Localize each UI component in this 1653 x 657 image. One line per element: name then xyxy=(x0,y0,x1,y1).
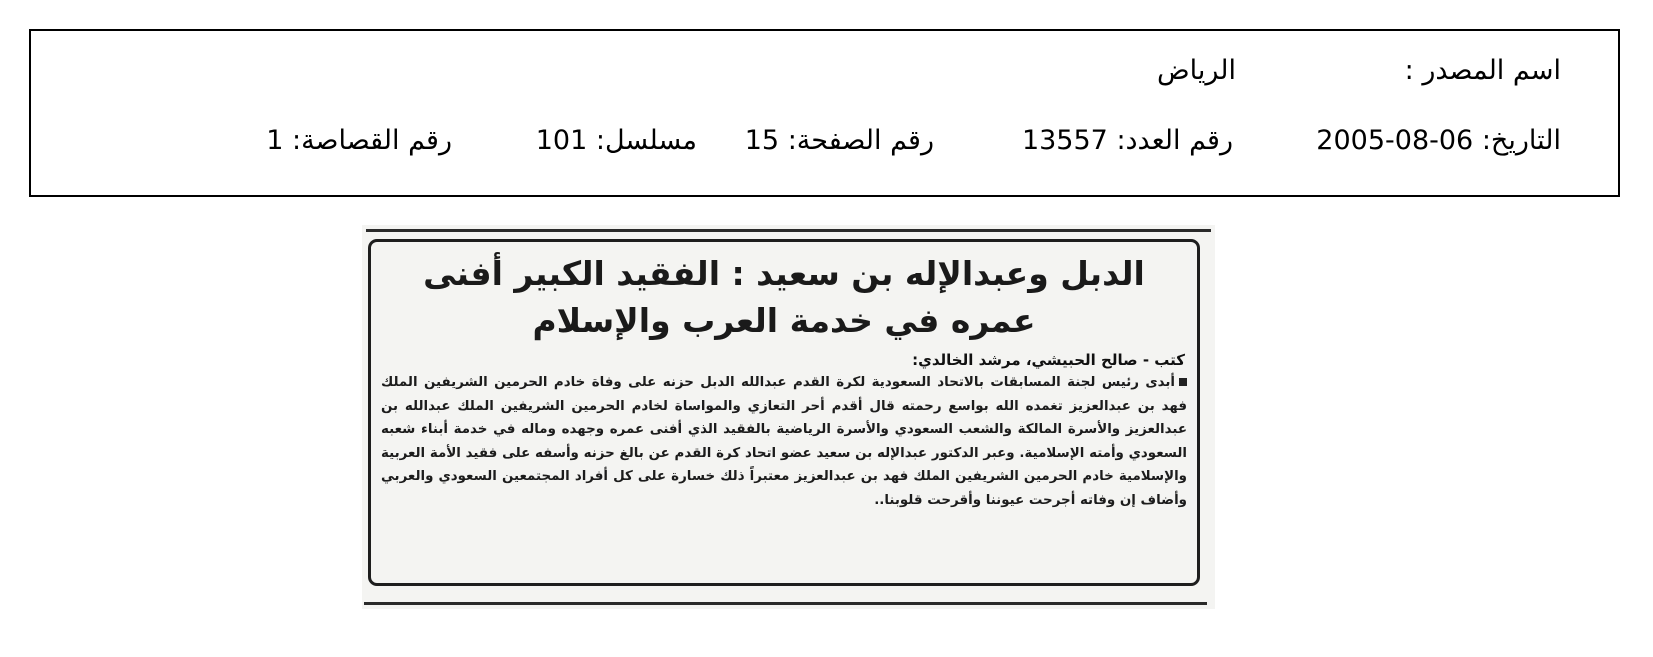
issue-number-field: رقم العدد: 13557 xyxy=(1021,125,1233,156)
date-field: التاريخ: 06-08-2005 xyxy=(1316,125,1561,156)
bullet-square-icon xyxy=(1179,378,1187,386)
top-rule xyxy=(366,229,1211,232)
headline-line-2: عمره في خدمة العرب والإسلام xyxy=(532,301,1036,340)
article-frame xyxy=(368,239,1200,586)
serial-number-field: مسلسل: 101 xyxy=(535,125,697,156)
page-number-field: رقم الصفحة: 15 xyxy=(744,125,934,156)
newspaper-clipping xyxy=(362,225,1215,609)
article-body xyxy=(381,371,1187,512)
article-byline: كتب - صالح الحبيشي، مرشد الخالدي: xyxy=(912,351,1185,369)
bottom-rule xyxy=(364,602,1207,605)
article-body-text: أبدى رئيس لجنة المسابقات بالاتحاد السعودية لكرة القدم عبدالله الدبل حزنه على وفاة خادم الحرمين الشريفين الملك فهد بن عبدالعزيز تغمده الله بواسع رحمته قال أقدم أحر التعازي والمواساة لخادم الحرمين الشريفين الملك عبدالله بن عبدالعزيز والأسرة المالكة والشعب السعودي والأسرة الرياضية بالفقيد الذي أفنى عمره وجهده وماله في خدمة أبناء شعبه السعودي وأمته الإسلامية. وعبر الدكتور عبدالإله بن سعيد عضو اتحاد كرة القدم عن بالغ حزنه وأسفه على فقيد الأمة العربية والإسلامية خادم الحرمين الشريفين الملك فهد بن عبدالعزيز معتبراً ذلك خسارة على كل أفراد المجتمعين السعودي والعربي وأضاف إن وفاته أجرحت عيوننا وأقرحت قلوبنا.. xyxy=(381,375,1187,508)
clipping-metadata-box xyxy=(29,29,1620,197)
source-label: اسم المصدر : xyxy=(1404,55,1561,86)
source-value: الرياض xyxy=(1156,55,1236,86)
article-headline xyxy=(383,250,1185,344)
clipping-number-field: رقم القصاصة: 1 xyxy=(266,125,452,156)
headline-line-1: الدبل وعبدالإله بن سعيد : الفقيد الكبير أفنى xyxy=(423,254,1145,293)
